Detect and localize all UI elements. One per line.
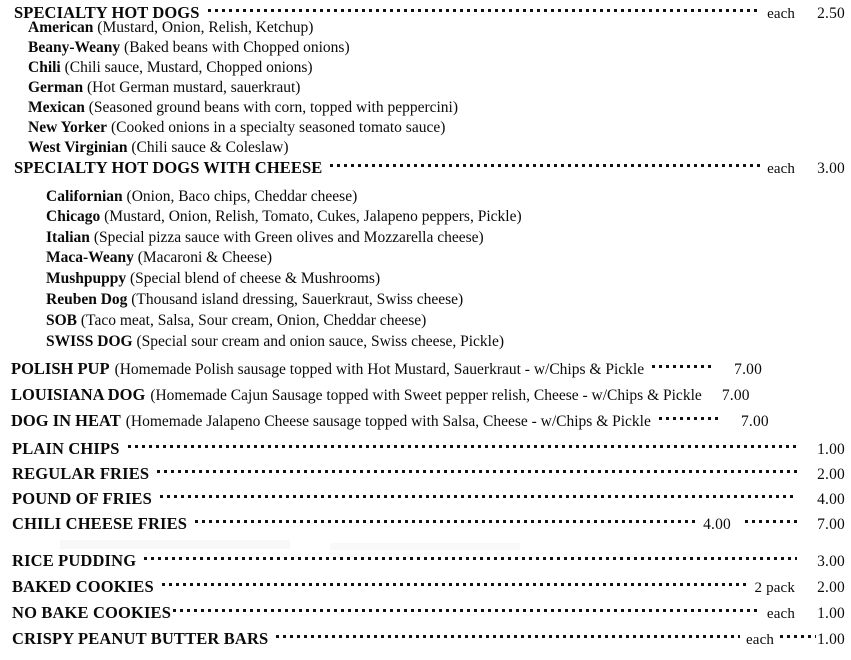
list-item (46, 291, 463, 309)
menu-row-polish-pup (0, 359, 851, 379)
item-desc: (Thousand island dressing, Sauerkraut, Swiss cheese) (131, 291, 464, 308)
list-item (46, 333, 504, 351)
item-price: 1.00 (817, 605, 845, 622)
item-price: 7.00 (817, 516, 845, 533)
list-item (28, 119, 445, 137)
item-name: Mexican (28, 99, 85, 116)
item-name: SWISS DOG (46, 333, 133, 350)
item-price: 3.00 (817, 553, 845, 570)
list-item (28, 99, 458, 117)
item-desc: (Special pizza sauce with Green olives and Mozzarella cheese) (93, 229, 484, 246)
item-desc: (Mustard, Onion, Relish, Tomato, Cukes, Jalapeno peppers, Pickle) (104, 208, 522, 225)
item-unit: 2 pack (754, 580, 795, 596)
menu-row-rice-pudding (0, 551, 851, 571)
item-unit: each (745, 632, 775, 648)
section-title: SPECIALTY HOT DOGS (14, 3, 200, 22)
item-desc: (Special sour cream and onion sauce, Swiss cheese, Pickle) (136, 333, 505, 350)
item-name: POLISH PUP (11, 359, 110, 378)
item-price: 4.00 (817, 491, 845, 508)
leader-dots (160, 492, 797, 501)
list-item (46, 312, 426, 330)
item-name: POUND OF FRIES (12, 489, 152, 508)
item-price: 2.00 (817, 466, 845, 483)
item-price: 2.00 (817, 579, 845, 596)
item-name: BAKED COOKIES (12, 577, 154, 596)
item-desc: (Homemade Cajun Sausage topped with Sweet pepper relish, Cheese - w/Chips & Pickle (150, 387, 702, 404)
item-name: German (28, 79, 84, 96)
item-name: NO BAKE COOKIES (12, 603, 172, 622)
leader-dots (162, 580, 749, 589)
menu-row-baked-cookies (0, 577, 851, 597)
section-title: SPECIALTY HOT DOGS WITH CHEESE (14, 158, 323, 177)
item-name: SOB (46, 312, 78, 329)
list-item (46, 229, 484, 247)
item-name: New Yorker (28, 119, 108, 136)
item-price: 7.00 (740, 413, 769, 430)
item-name: REGULAR FRIES (12, 464, 150, 483)
item-name: Californian (46, 188, 123, 205)
leader-dots (276, 632, 740, 641)
list-item (46, 270, 380, 288)
item-name: Italian (46, 229, 90, 246)
item-name: CHILI CHEESE FRIES (12, 514, 188, 533)
item-price: 7.00 (721, 387, 750, 404)
list-item (46, 249, 272, 267)
leader-dots (173, 606, 761, 615)
leader-dots (157, 467, 797, 476)
item-name: Reuben Dog (46, 291, 128, 308)
leader-dots (144, 554, 797, 563)
item-desc: (Taco meat, Salsa, Sour cream, Onion, Cheddar cheese) (80, 312, 427, 329)
list-item (28, 139, 288, 157)
leader-dots-secondary (745, 517, 797, 526)
leader-dots (652, 362, 714, 371)
item-name: American (28, 19, 94, 36)
item-price: 1.00 (817, 631, 845, 648)
item-name: Maca-Weany (46, 249, 134, 266)
item-unit: each (766, 606, 795, 622)
list-item (28, 59, 313, 77)
menu-row-pound-of-fries (0, 489, 851, 509)
menu-row-plain-chips (0, 439, 851, 459)
item-desc: (Special blend of cheese & Mushrooms) (130, 270, 381, 287)
list-item (28, 19, 313, 37)
item-desc: (Seasoned ground beans with corn, topped with peppercini) (88, 99, 459, 116)
item-name: CRISPY PEANUT BUTTER BARS (12, 629, 269, 648)
section-price: 3.00 (817, 160, 845, 177)
item-price-small: 4.00 (703, 516, 731, 533)
item-name: Chicago (46, 208, 101, 225)
menu-row-louisiana-dog (0, 385, 851, 405)
item-desc: (Cooked onions in a specialty seasoned tomato sauce) (110, 119, 446, 136)
list-item (46, 208, 522, 226)
scan-artifact (330, 543, 520, 550)
leader-dots-secondary (780, 632, 816, 641)
item-desc: (Chili sauce, Mustard, Chopped onions) (64, 59, 313, 76)
menu-row-crispy-peanut-butter-bars (0, 629, 851, 649)
leader-dots (330, 161, 761, 170)
section-unit: each (767, 161, 795, 177)
item-desc: (Onion, Baco chips, Cheddar cheese) (126, 188, 358, 205)
item-name: Chili (28, 59, 61, 76)
item-desc: (Mustard, Onion, Relish, Ketchup) (97, 19, 314, 36)
item-desc: (Hot German mustard, sauerkraut) (86, 79, 301, 96)
section-price: 2.50 (817, 5, 845, 22)
item-name: Beany-Weany (28, 39, 121, 56)
item-name: Mushpuppy (46, 270, 127, 287)
list-item (28, 39, 350, 57)
item-name: LOUISIANA DOG (11, 385, 146, 404)
item-desc: (Baked beans with Chopped onions) (124, 39, 350, 56)
menu-row-chili-cheese-fries (0, 514, 851, 534)
menu-row-no-bake-cookies (0, 603, 851, 623)
item-desc: (Homemade Jalapeno Cheese sausage topped with Salsa, Cheese - w/Chips & Pickle (125, 413, 651, 430)
item-name: RICE PUDDING (12, 551, 137, 570)
list-item (28, 79, 300, 97)
item-price: 7.00 (734, 361, 763, 378)
section-header-specialty-hot-dogs-with-cheese (0, 158, 851, 178)
scan-artifact (60, 540, 290, 549)
item-desc: (Chili sauce & Coleslaw) (131, 139, 289, 156)
section-unit: each (767, 6, 795, 22)
item-desc: (Homemade Polish sausage topped with Hot Mustard, Sauerkraut - w/Chips & Pickle (114, 361, 645, 378)
item-desc: (Macaroni & Cheese) (137, 249, 272, 266)
item-name: DOG IN HEAT (11, 411, 121, 430)
leader-dots (659, 414, 721, 423)
list-item (46, 188, 357, 206)
item-price: 1.00 (817, 441, 845, 458)
leader-dots (208, 6, 762, 15)
menu-row-regular-fries (0, 464, 851, 484)
menu-row-dog-in-heat (0, 411, 851, 431)
leader-dots (195, 517, 697, 526)
item-name: West Virginian (28, 139, 128, 156)
leader-dots (128, 442, 797, 451)
item-name: PLAIN CHIPS (12, 439, 120, 458)
